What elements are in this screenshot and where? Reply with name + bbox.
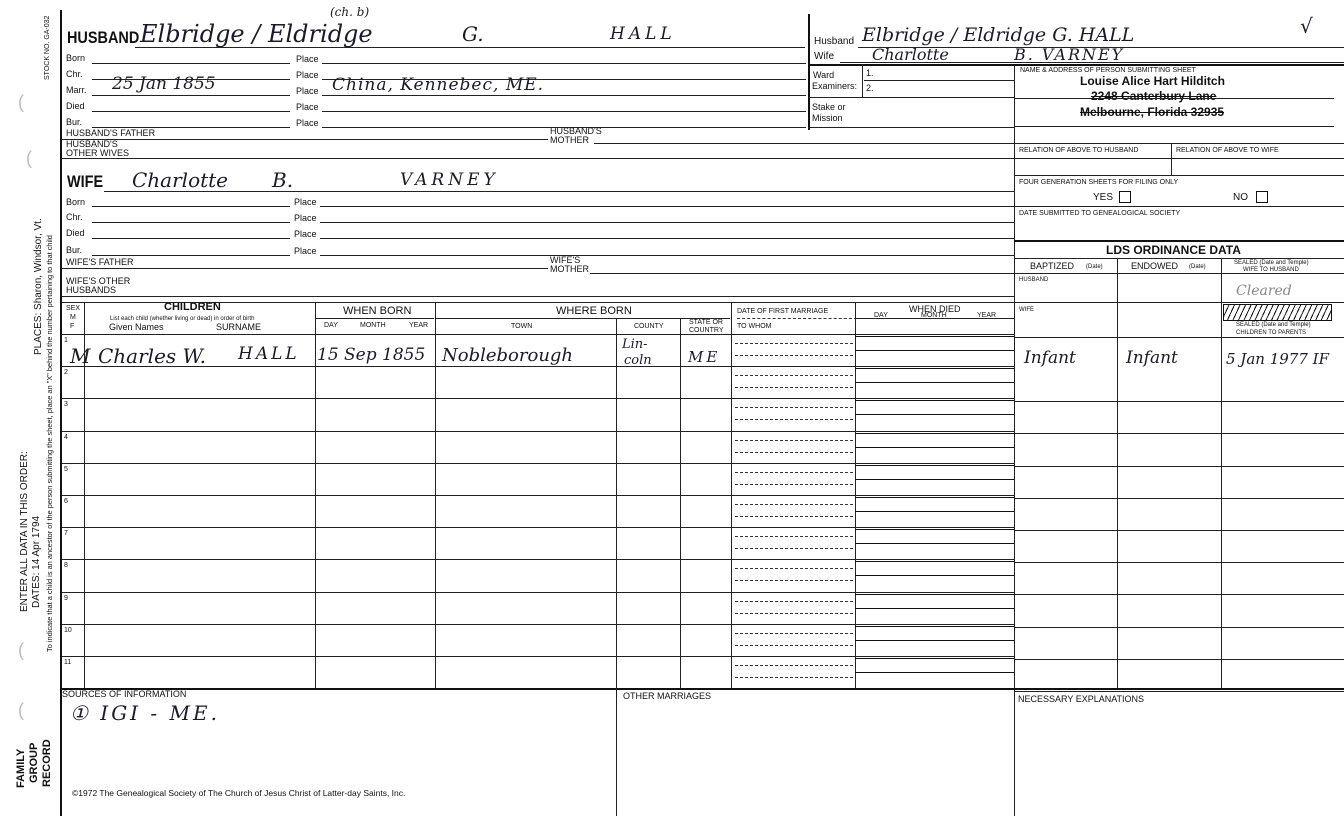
submitter-address-1: 2248 Canterbury Lane xyxy=(1091,89,1217,103)
husband-mother-label: HUSBAND'S xyxy=(550,126,602,136)
sealed-cp-label: SEALED (Date and Temple) xyxy=(1236,322,1311,328)
sealed-hatch xyxy=(1223,304,1332,321)
marriage-dash-line xyxy=(735,633,853,634)
wife-born-label: Born xyxy=(66,197,86,207)
county-label: COUNTY xyxy=(634,323,664,330)
marriage-dash-line xyxy=(735,677,853,678)
marriage-dash-line xyxy=(735,645,853,646)
four-gen-label: FOUR GENERATION SHEETS FOR FILING ONLY xyxy=(1019,179,1179,186)
sex-label: SEX xyxy=(66,305,81,312)
given-names-label: Given Names xyxy=(109,322,164,332)
died-date-box[interactable] xyxy=(855,529,1014,544)
child1-town[interactable]: Nobleborough xyxy=(442,345,574,366)
marriage-dash-line xyxy=(735,452,853,453)
wife-died-place-label: Place xyxy=(294,229,317,239)
row-number: 4 xyxy=(64,433,68,441)
wife-chr-place-line xyxy=(320,222,1014,223)
husband-marr-label: Marr. xyxy=(66,85,87,95)
no-label: NO xyxy=(1233,192,1248,203)
marriage-dash-line xyxy=(735,601,853,602)
lds-col-1 xyxy=(1117,258,1118,690)
town-label: TOWN xyxy=(511,323,533,330)
marriage-place[interactable]: China, Kennebec, ME. xyxy=(332,75,545,95)
relation-husband-label: RELATION OF ABOVE TO HUSBAND xyxy=(1019,147,1139,154)
enter-order-instruction: ENTER ALL DATA IN THIS ORDER: xyxy=(19,451,30,612)
list-note: List each child (whether living or dead) in order of birth xyxy=(110,316,255,322)
row-number: 10 xyxy=(64,626,72,634)
wife-section-bottom xyxy=(62,296,1014,297)
baptized-date-label: (Date) xyxy=(1086,264,1103,270)
col-state xyxy=(680,318,681,688)
other-marriages-label: OTHER MARRIAGES xyxy=(623,691,712,701)
wife-surname[interactable]: VARNEY xyxy=(400,170,499,190)
rh-husband-label: Husband xyxy=(814,36,855,47)
stake-label-2: Mission xyxy=(812,113,843,123)
wife-given-name[interactable]: Charlotte xyxy=(132,168,229,192)
right-column-divider xyxy=(1014,66,1015,816)
examiners-label: Examiners: xyxy=(812,81,858,91)
lds-row-line xyxy=(1014,401,1344,402)
row-number: 9 xyxy=(64,594,68,602)
wife-heading: WIFE xyxy=(67,172,104,191)
husband-given-name[interactable]: Elbridge / Eldridge xyxy=(140,20,373,48)
marriage-dash-line xyxy=(735,419,853,420)
marriage-dash-line xyxy=(735,375,853,376)
died-date-box[interactable] xyxy=(855,433,1014,448)
children-label: CHILDREN xyxy=(164,301,221,313)
lds-row-line xyxy=(1014,659,1344,660)
rh-husband-name[interactable]: Elbridge / Eldridge G. HALL xyxy=(862,24,1135,46)
died-date-box[interactable] xyxy=(855,336,1014,351)
marriage-dash-line xyxy=(735,613,853,614)
died-date-box[interactable] xyxy=(855,400,1014,415)
yes-label: YES xyxy=(1093,192,1114,203)
marriage-dash-line xyxy=(735,407,853,408)
sex-m-label: M xyxy=(70,314,76,321)
date-submitted-label: DATE SUBMITTED TO GENEALOGICAL SOCIETY xyxy=(1019,210,1181,217)
died-date-box[interactable] xyxy=(855,626,1014,641)
marriage-dash-line xyxy=(735,548,853,549)
husband-initial[interactable]: G. xyxy=(462,22,484,46)
husband-other-wives-label: HUSBAND'S xyxy=(66,139,118,149)
husband-marr-place-label: Place xyxy=(296,86,319,96)
marriage-dash-line xyxy=(735,387,853,388)
row-line xyxy=(62,495,1014,496)
relation-divider xyxy=(1171,143,1172,175)
baptized-label: BAPTIZED xyxy=(1030,261,1075,271)
child1-sealed[interactable]: 5 Jan 1977 IF xyxy=(1226,350,1329,368)
died-date-box[interactable] xyxy=(855,368,1014,383)
child1-endowed[interactable]: Infant xyxy=(1126,348,1178,368)
husband-born-place-line xyxy=(322,63,806,64)
lds-top-line xyxy=(1014,240,1344,242)
submitter-address-2: Melbourne, Florida 32935 xyxy=(1080,105,1225,119)
husband-died-place-line xyxy=(322,111,806,112)
born-day-label: DAY xyxy=(324,322,338,329)
punch-mark: ( xyxy=(18,640,24,660)
cleared-stamp: Cleared xyxy=(1236,283,1292,299)
header-divider xyxy=(808,14,810,130)
died-date-box[interactable] xyxy=(855,465,1014,480)
husband-heading: HUSBAND xyxy=(67,28,140,47)
copyright: ©1972 The Genealogical Society of The Church of Jesus Christ of Latter-day Saints, Inc. xyxy=(72,788,406,798)
wife-name-line xyxy=(104,191,1014,192)
row-number: 5 xyxy=(64,465,68,473)
husband-bur-label: Bur. xyxy=(66,117,83,127)
marriage-date[interactable]: 25 Jan 1855 xyxy=(112,74,216,94)
row-line xyxy=(62,527,1014,528)
marriage-dash-line xyxy=(735,343,853,344)
submitter-name: Louise Alice Hart Hilditch xyxy=(1080,74,1225,88)
wife-other-husbands-label: WIFE'S OTHER xyxy=(66,276,131,286)
children-header-bottom xyxy=(62,334,1014,335)
husband-mother-label-2: MOTHER xyxy=(550,135,589,145)
punch-mark: ( xyxy=(26,148,32,168)
ancestor-instruction: To indicate that a child is an ancestor of the person submitting the sheet, place an "X" behind the number pertaining to that child xyxy=(45,235,54,652)
relation-wife-label: RELATION OF ABOVE TO WIFE xyxy=(1176,147,1279,154)
examiner-line-1 xyxy=(864,80,1014,81)
row-line xyxy=(62,559,1014,560)
to-whom-label: TO WHOM xyxy=(737,323,772,330)
wife-died-line xyxy=(92,238,290,239)
row-number: 7 xyxy=(64,530,68,538)
lds-row-line xyxy=(1014,594,1344,595)
relation-bottom-line xyxy=(1014,175,1344,176)
marriage-dash-line xyxy=(735,580,853,581)
husband-father-line xyxy=(62,139,548,140)
examiner-line-2 xyxy=(808,97,1014,98)
state-label: STATE OR xyxy=(689,319,723,326)
lds-row-line xyxy=(1014,433,1344,434)
wife-bur-label: Bur. xyxy=(66,245,83,255)
lds-row-line xyxy=(1014,562,1344,563)
first-marriage-label: DATE OF FIRST MARRIAGE xyxy=(737,308,829,315)
wife-mother-label: WIFE'S xyxy=(550,255,581,265)
rh-wife-name-2[interactable]: B. VARNEY xyxy=(1014,45,1125,64)
lds-wife-label: WIFE xyxy=(1019,307,1034,313)
died-date-box[interactable] xyxy=(855,561,1014,576)
child1-sex[interactable]: M xyxy=(70,344,91,368)
child1-county[interactable]: Lin- xyxy=(622,337,648,352)
rh-wife-label: Wife xyxy=(814,51,834,62)
row-number: 1 xyxy=(64,337,68,344)
lds-wife-line xyxy=(1014,337,1344,338)
marriage-dash-line xyxy=(735,440,853,441)
wife-bur-place-label: Place xyxy=(294,246,317,256)
wife-other-husbands-label-2: HUSBANDS xyxy=(66,285,117,295)
husband-bur-place-label: Place xyxy=(296,118,319,128)
lds-header-line xyxy=(1014,273,1344,274)
when-born-subline xyxy=(316,318,434,319)
submitter-line-1 xyxy=(1014,98,1334,99)
died-date-box[interactable] xyxy=(855,658,1014,673)
first-marriage-dash xyxy=(737,318,857,319)
husband-section-bottom xyxy=(62,158,1344,159)
husband-died-place-label: Place xyxy=(296,102,319,112)
husband-marr-place-line xyxy=(322,95,806,96)
child1-county-2[interactable]: coln xyxy=(624,353,652,368)
husband-surname[interactable]: HALL xyxy=(610,24,676,44)
husband-chr-label: Chr. xyxy=(66,69,83,79)
husband-other-wives-label-2: OTHER WIVES xyxy=(66,148,130,158)
yes-checkbox[interactable] xyxy=(1119,191,1131,203)
surname-label: SURNAME xyxy=(216,322,262,332)
marriage-dash-line xyxy=(735,484,853,485)
submitter-label: NAME & ADDRESS OF PERSON SUBMITTING SHEET xyxy=(1020,67,1196,74)
submitter-line-2 xyxy=(1014,126,1334,127)
husband-note: (ch. b) xyxy=(330,5,370,19)
punch-mark: ( xyxy=(18,700,24,720)
row-line xyxy=(62,624,1014,625)
husband-born-label: Born xyxy=(66,53,86,63)
sources-label: SOURCES OF INFORMATION xyxy=(62,689,187,699)
died-date-box[interactable] xyxy=(855,594,1014,609)
sex-f-label: F xyxy=(70,323,75,330)
lds-row-line xyxy=(1014,691,1344,692)
marriage-dash-line xyxy=(735,568,853,569)
row-line xyxy=(62,656,1014,657)
relation-top-line xyxy=(1014,143,1344,144)
wife-chr-place-label: Place xyxy=(294,213,317,223)
died-year-label: YEAR xyxy=(977,312,997,319)
lds-husband-label: HUSBAND xyxy=(1019,277,1049,283)
lds-title-line xyxy=(1014,258,1344,259)
husband-marr-line xyxy=(92,95,290,96)
where-born-subline xyxy=(436,318,730,319)
family-label: FAMILY xyxy=(15,748,27,788)
husband-father-label: HUSBAND'S FATHER xyxy=(66,128,156,138)
child1-surname[interactable]: HALL xyxy=(238,344,300,364)
marriage-dash-line xyxy=(735,504,853,505)
marriage-dash-line xyxy=(735,536,853,537)
wife-chr-line xyxy=(92,222,290,223)
husband-died-line xyxy=(92,111,290,112)
when-died-subline xyxy=(856,318,1014,319)
ward-label: Ward xyxy=(813,70,835,80)
when-died-label: WHEN DIED xyxy=(909,304,961,314)
born-month-label: MONTH xyxy=(360,322,386,329)
endowed-date-label: (Date) xyxy=(1189,264,1206,270)
rh-wife-name[interactable]: Charlotte xyxy=(872,45,949,64)
row-line xyxy=(62,592,1014,593)
died-day-label: DAY xyxy=(874,312,888,319)
wife-father-line xyxy=(62,268,548,269)
husband-born-line xyxy=(92,63,290,64)
died-month-label: MONTH xyxy=(921,312,947,319)
wife-bur-place-line xyxy=(320,255,1014,256)
examiner-1: 1. xyxy=(866,68,874,78)
row-number: 2 xyxy=(64,369,68,377)
endowed-label: ENDOWED xyxy=(1131,261,1178,271)
row-number: 8 xyxy=(64,562,68,570)
child1-baptized[interactable]: Infant xyxy=(1024,348,1076,368)
row-line xyxy=(62,431,1014,432)
col-county xyxy=(616,318,617,688)
wife-died-label: Died xyxy=(66,228,85,238)
stock-number: STOCK NO. GA-032 xyxy=(44,15,51,80)
footer-divider xyxy=(616,688,617,816)
husband-mother-line xyxy=(594,143,1014,144)
row-number: 11 xyxy=(64,659,72,666)
group-label: GROUP xyxy=(28,742,40,783)
wife-died-place-line xyxy=(320,238,1014,239)
record-label: RECORD xyxy=(41,739,53,787)
child1-born[interactable]: 15 Sep 1855 xyxy=(317,345,426,365)
row-number: 6 xyxy=(64,498,68,505)
footer-top-line xyxy=(62,688,1344,690)
wife-bur-line xyxy=(92,255,290,256)
wife-born-place-label: Place xyxy=(294,197,317,207)
died-date-box[interactable] xyxy=(855,497,1014,512)
wife-mother-line xyxy=(590,273,1014,274)
wife-born-place-line xyxy=(320,206,1014,207)
stake-line xyxy=(808,127,1014,128)
wife-chr-label: Chr. xyxy=(66,212,83,222)
examiners-divider xyxy=(862,64,863,98)
marriage-dash-line xyxy=(735,665,853,666)
necessary-explanations-label: NECESSARY EXPLANATIONS xyxy=(1018,694,1145,704)
dates-instruction: DATES: 14 Apr 1794 xyxy=(31,515,42,608)
check-mark: √ xyxy=(1300,14,1313,38)
sealed-wh-label-2: WIFE TO HUSBAND xyxy=(1243,267,1299,273)
places-instruction: PLACES: Sharon, Windsor, Vt. xyxy=(33,218,44,355)
husband-died-label: Died xyxy=(66,101,85,111)
lds-col-2 xyxy=(1221,258,1222,690)
no-checkbox[interactable] xyxy=(1256,191,1268,203)
row-number: 3 xyxy=(64,401,68,409)
row-line xyxy=(62,398,1014,399)
marriage-dash-line xyxy=(735,355,853,356)
sources-value[interactable]: ① IGI - ME. xyxy=(70,701,220,725)
sealed-cp-label-2: CHILDREN TO PARENTS xyxy=(1236,330,1307,336)
when-born-label: WHEN BORN xyxy=(343,305,412,317)
lds-row-line xyxy=(1014,498,1344,499)
wife-initial[interactable]: B. xyxy=(272,168,294,192)
rh-divider xyxy=(808,64,1344,66)
row-line xyxy=(62,463,1014,464)
state-label-2: COUNTRY xyxy=(689,327,724,334)
lds-husband-line xyxy=(1014,302,1344,303)
lds-row-line xyxy=(1014,466,1344,467)
husband-chr-place-label: Place xyxy=(296,70,319,80)
marriage-dash-line xyxy=(735,516,853,517)
lds-row-line xyxy=(1014,627,1344,628)
born-year-label: YEAR xyxy=(409,322,429,329)
child1-given-name[interactable]: Charles W. xyxy=(98,344,206,368)
wife-born-line xyxy=(92,206,290,207)
child1-state[interactable]: ME xyxy=(688,348,721,366)
marriage-dash-line xyxy=(735,472,853,473)
husband-born-place-label: Place xyxy=(296,54,319,64)
sealed-wh-label: SEALED (Date and Temple) xyxy=(1234,260,1309,266)
stake-label: Stake or xyxy=(812,102,846,112)
punch-mark: ( xyxy=(18,92,24,112)
lds-title: LDS ORDINANCE DATA xyxy=(1106,243,1241,257)
wife-father-label: WIFE'S FATHER xyxy=(66,257,134,267)
four-gen-bottom-line xyxy=(1014,206,1344,207)
lds-row-line xyxy=(1014,530,1344,531)
examiner-2: 2. xyxy=(866,83,874,93)
wife-mother-label-2: MOTHER xyxy=(550,264,589,274)
where-born-label: WHERE BORN xyxy=(556,305,632,317)
